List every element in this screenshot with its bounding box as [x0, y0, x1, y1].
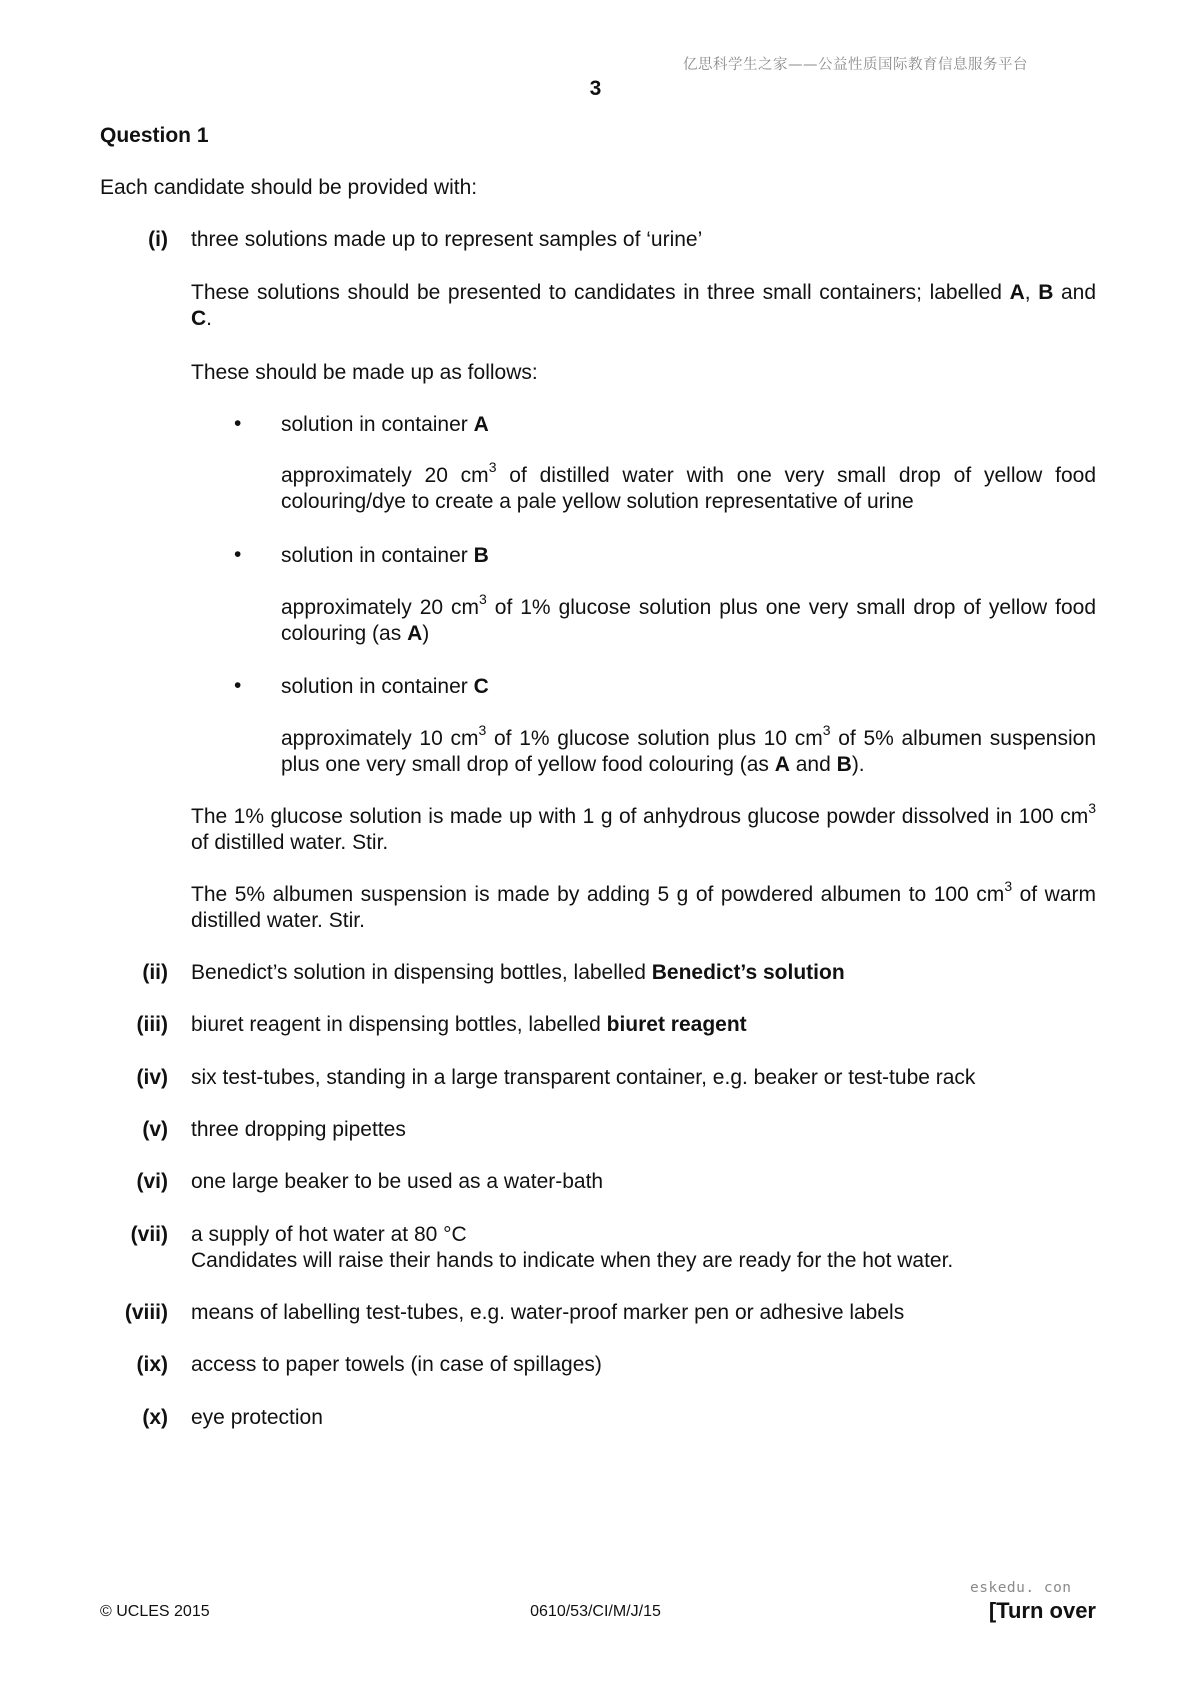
- question-title: Question 1: [100, 124, 209, 147]
- watermark-footer: eskedu. con: [970, 1580, 1072, 1596]
- watermark-header: 亿思科学生之家——公益性质国际教育信息服务平台: [683, 57, 1028, 73]
- solution-a-heading: solution in container A: [281, 413, 489, 436]
- item-label-i: (i): [148, 228, 168, 251]
- copyright: © UCLES 2015: [100, 1603, 210, 1620]
- item-label-ix: (ix): [136, 1353, 168, 1376]
- glucose-prep-text: The 1% glucose solution is made up with 1 g of anhydrous glucose powder dissolved in 100 $cm^3$ of distilled water. Stir.: [191, 800, 1096, 854]
- bullet-a: •: [234, 412, 242, 435]
- albumen-prep-text: The 5% albumen suspension is made by adding 5 g of powdered albumen to 100 $cm^3$ of warm distilled water. Stir.: [191, 878, 1096, 932]
- item-label-vi: (vi): [136, 1170, 168, 1193]
- item-label-x: (x): [142, 1406, 168, 1429]
- item-label-viii: (viii): [124, 1301, 168, 1324]
- solution-b-desc: approximately 20 $cm^3$ of 1% glucose solution plus one very small drop of yellow food colouring (as A): [281, 591, 1097, 645]
- bullet-b: •: [234, 543, 242, 566]
- item-iii-text: biuret reagent in dispensing bottles, labelled biuret reagent: [191, 1013, 747, 1036]
- item-vii-text2: Candidates will raise their hands to indicate when they are ready for the hot water.: [191, 1249, 954, 1272]
- turn-over: [Turn over: [988, 1598, 1096, 1623]
- bullet-c: •: [234, 674, 242, 697]
- item-ix-text: access to paper towels (in case of spillages): [191, 1353, 602, 1376]
- item-i-text: three solutions made up to represent samples of ‘urine’: [191, 228, 703, 251]
- intro-text: Each candidate should be provided with:: [100, 176, 478, 199]
- item-i-para2: These should be made up as follows:: [191, 361, 538, 384]
- solution-a-desc: approximately 20 $cm^3$ of distilled water with one very small drop of yellow food colouring/dye to create a pale yellow solution representative of urine: [281, 459, 1096, 513]
- item-label-v: (v): [142, 1118, 168, 1141]
- page-number: 3: [589, 77, 602, 100]
- solution-b-heading: solution in container B: [281, 544, 489, 567]
- item-i-para1: These solutions should be presented to candidates in three small containers; labelled A, B and C.: [191, 281, 1097, 330]
- item-viii-text: means of labelling test-tubes, e.g. water-proof marker pen or adhesive labels: [191, 1301, 905, 1324]
- item-label-iv: (iv): [136, 1066, 168, 1089]
- solution-c-desc: approximately 10 $cm^3$ of 1% glucose solution plus 10 $cm^3$ of 5% albumen suspension plus one very small drop of yellow food colouring (as A and B).: [281, 722, 1097, 776]
- paper-code: 0610/53/CI/M/J/15: [530, 1603, 661, 1620]
- item-iv-text: six test-tubes, standing in a large transparent container, e.g. beaker or test-tube rack: [191, 1066, 976, 1089]
- item-x-text: eye protection: [191, 1406, 323, 1429]
- item-label-iii: (iii): [136, 1013, 168, 1036]
- item-label-ii: (ii): [142, 961, 168, 984]
- item-label-vii: (vii): [130, 1223, 168, 1246]
- item-vi-text: one large beaker to be used as a water-bath: [191, 1170, 604, 1193]
- item-v-text: three dropping pipettes: [191, 1118, 406, 1141]
- item-ii-text: Benedict’s solution in dispensing bottles, labelled Benedict’s solution: [191, 961, 845, 984]
- item-vii-text: a supply of hot water at 80 °C: [191, 1223, 467, 1246]
- solution-c-heading: solution in container C: [281, 675, 489, 698]
